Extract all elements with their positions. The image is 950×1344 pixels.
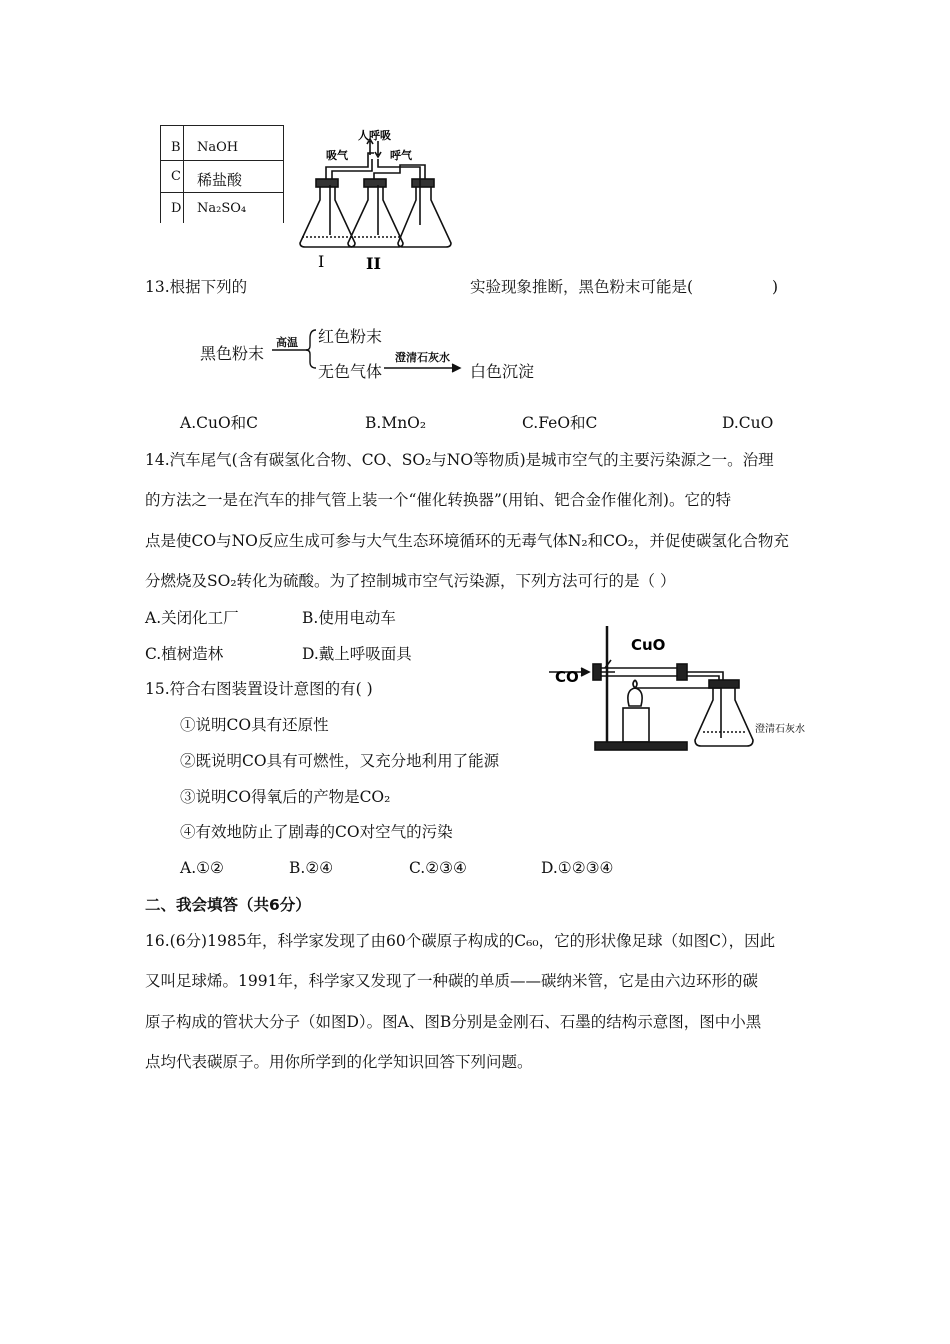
q15-item: ①说明CO具有还原性 xyxy=(180,716,329,734)
breath-apparatus-figure xyxy=(290,125,460,275)
q13-option-b: B.MnO₂ xyxy=(365,414,427,432)
table-row xyxy=(161,125,284,158)
table-row xyxy=(161,192,284,225)
co-reduction-figure xyxy=(545,620,805,760)
q13-option-c: C.FeO和C xyxy=(522,414,598,432)
table-key: D xyxy=(171,201,182,216)
table-value: 稀盐酸 xyxy=(197,171,243,189)
table-value: Na₂SO₄ xyxy=(197,201,247,216)
q15-item: ②既说明CO具有可燃性，又充分地利用了能源 xyxy=(180,752,500,770)
q13-stem-b: 实验现象推断，黑色粉末可能是( xyxy=(470,278,694,296)
flask-label-2: II xyxy=(366,254,381,273)
q15-option-a: A.①② xyxy=(180,859,224,877)
q14-line: 分燃烧及SO₂转化为硫酸。为了控制城市空气污染源，下列方法可行的是（ ） xyxy=(145,572,676,590)
table-value: NaOH xyxy=(197,140,239,155)
exhale-label: 呼气 xyxy=(390,149,412,162)
cuo-label: CuO xyxy=(631,636,666,654)
flow-product2: 无色气体 xyxy=(318,362,383,381)
inhale-label: 吸气 xyxy=(326,149,348,162)
q16-line: 16.(6分)1985年，科学家发现了由60个碳原子构成的C₆₀，它的形状像足球（如图C），因此 xyxy=(145,932,776,950)
q16-line: 又叫足球烯。1991年，科学家又发现了一种碳的单质——碳纳米管，它是由六边环形的碳 xyxy=(145,972,758,990)
reagent-table xyxy=(160,125,284,223)
q14-option-b: B.使用电动车 xyxy=(302,609,396,627)
q13-stem-close: ) xyxy=(772,278,779,296)
q16-line: 点均代表碳原子。用你所学到的化学知识回答下列问题。 xyxy=(145,1053,533,1071)
table-key: B xyxy=(171,140,181,155)
flow-arrow1-label: 高温 xyxy=(276,336,298,349)
q15-stem: 15.符合右图装置设计意图的有( ) xyxy=(145,680,373,698)
q13-option-a: A.CuO和C xyxy=(180,414,259,432)
q13-stem-a: 13.根据下列的 xyxy=(145,278,248,296)
flow-start: 黑色粉末 xyxy=(200,344,265,363)
limewater-label: 澄清石灰水 xyxy=(755,724,805,735)
section-title: 二、我会填答（共6分） xyxy=(145,896,311,914)
q14-line: 点是使CO与NO反应生成可参与大气生态环境循环的无毒气体N₂和CO₂，并促使碳氢化合物充 xyxy=(145,532,789,550)
q15-option-b: B.②④ xyxy=(289,859,334,877)
flow-arrow2-label: 澄清石灰水 xyxy=(395,351,450,364)
q14-line: 的方法之一是在汽车的排气管上装一个“催化转换器”(用铂、钯合金作催化剂)。它的特 xyxy=(145,491,731,509)
q14-option-c: C.植树造林 xyxy=(145,645,224,663)
flow-product3: 白色沉淀 xyxy=(470,362,535,381)
flow-product1: 红色粉末 xyxy=(318,327,383,346)
q14-option-d: D.戴上呼吸面具 xyxy=(302,645,412,663)
q15-option-d: D.①②③④ xyxy=(541,859,614,877)
co-gas-label: CO xyxy=(555,668,579,686)
table-key: C xyxy=(171,169,181,184)
flask-label-1: I xyxy=(318,252,325,271)
q13-option-d: D.CuO xyxy=(722,414,774,432)
q16-line: 原子构成的管状大分子（如图D）。图A、图B分别是金刚石、石墨的结构示意图，图中小黑 xyxy=(145,1013,762,1031)
q15-item: ④有效地防止了剧毒的CO对空气的污染 xyxy=(180,823,453,841)
breath-top-label: 人呼吸 xyxy=(358,129,391,142)
q14-line: 14.汽车尾气(含有碳氢化合物、CO、SO₂与NO等物质)是城市空气的主要污染源之一。治理 xyxy=(145,451,774,469)
table-row xyxy=(161,160,284,193)
q15-item: ③说明CO得氧后的产物是CO₂ xyxy=(180,788,391,806)
q14-option-a: A.关闭化工厂 xyxy=(145,609,239,627)
q15-option-c: C.②③④ xyxy=(409,859,467,877)
